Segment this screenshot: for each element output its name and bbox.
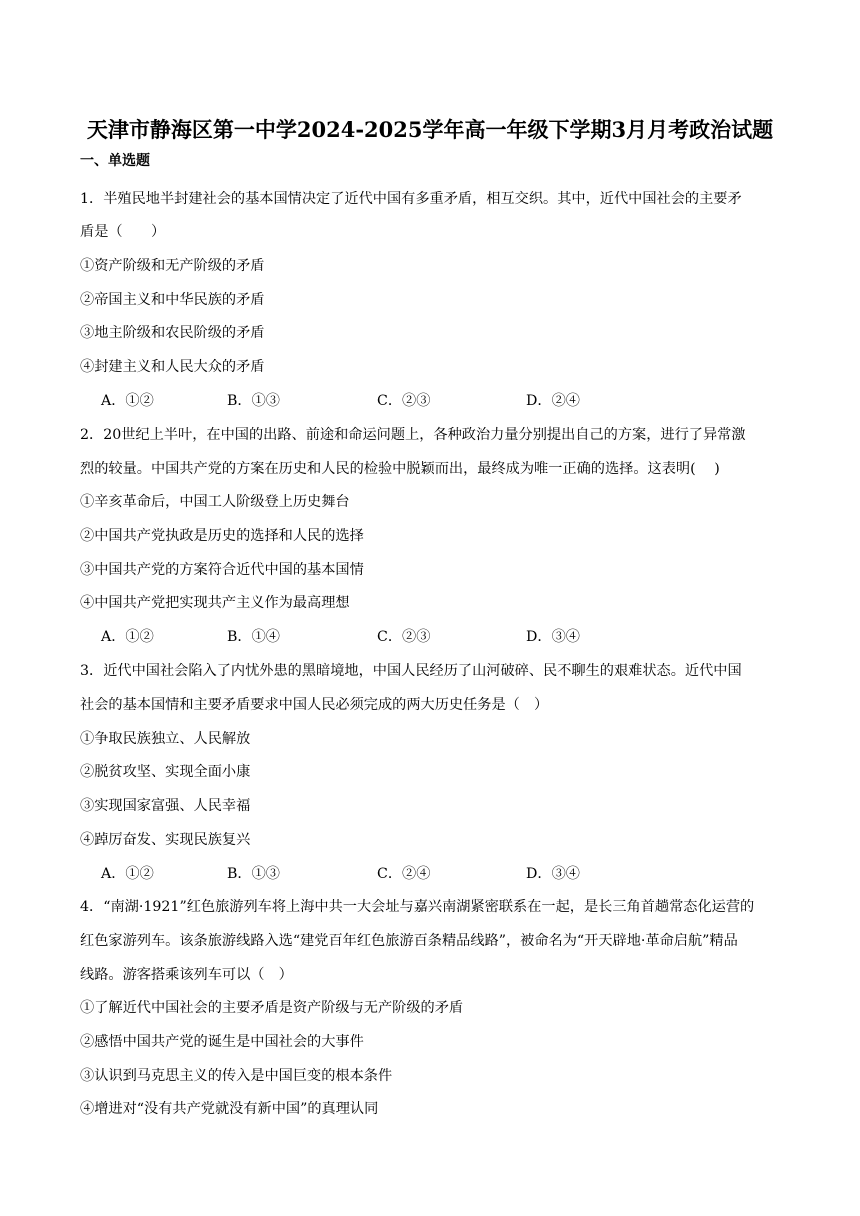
q1-stem-line-1: 1．半殖民地半封建社会的基本国情决定了近代中国有多重矛盾，相互交织。其中，近代中国社会的主要矛 [80, 191, 742, 207]
q4-stem-line-3: 线路。游客搭乘该列车可以（ ） [80, 967, 293, 983]
q3-option-d[interactable]: D．③④ [526, 866, 580, 882]
q2-stem-line-1: 2．20世纪上半叶，在中国的出路、前途和命运问题上，各种政治力量分别提出自己的方案，进行了异常激 [80, 427, 746, 443]
q4-item-3: ③认识到马克思主义的传入是中国巨变的根本条件 [80, 1068, 393, 1084]
q1-item-3: ③地主阶级和农民阶级的矛盾 [80, 325, 265, 341]
q2-option-b[interactable]: B．①④ [227, 629, 280, 645]
q2-item-1: ①辛亥革命后，中国工人阶级登上历史舞台 [80, 494, 350, 510]
q1-option-c[interactable]: C．②③ [377, 393, 431, 409]
q1-option-b[interactable]: B．①③ [227, 393, 280, 409]
page-title: 天津市静海区第一中学2024-2025学年高一年级下学期3月月考政治试题 [86, 117, 774, 142]
q4-item-1: ①了解近代中国社会的主要矛盾是资产阶级与无产阶级的矛盾 [80, 1000, 464, 1016]
q3-item-3: ③实现国家富强、人民幸福 [80, 798, 251, 814]
q2-item-3: ③中国共产党的方案符合近代中国的基本国情 [80, 562, 364, 578]
q3-item-1: ①争取民族独立、人民解放 [80, 731, 251, 747]
q3-stem-line-2: 社会的基本国情和主要矛盾要求中国人民必须完成的两大历史任务是（ ） [80, 697, 549, 713]
q1-item-4: ④封建主义和人民大众的矛盾 [80, 359, 265, 375]
q2-item-4: ④中国共产党把实现共产主义作为最高理想 [80, 595, 350, 611]
q3-item-2: ②脱贫攻坚、实现全面小康 [80, 764, 251, 780]
q1-item-2: ②帝国主义和中华民族的矛盾 [80, 292, 265, 308]
q2-option-d[interactable]: D．③④ [526, 629, 580, 645]
q1-stem-line-2: 盾是（ ） [80, 224, 166, 240]
q2-option-a[interactable]: A．①② [101, 629, 154, 645]
q1-option-d[interactable]: D．②④ [526, 393, 580, 409]
q2-stem-line-2: 烈的较量。中国共产党的方案在历史和人民的检验中脱颖而出，最终成为唯一正确的选择。这表明( ) [80, 461, 720, 477]
q3-stem-line-1: 3．近代中国社会陷入了内忧外患的黑暗境地，中国人民经历了山河破碎、民不聊生的艰难状态。近代中国 [80, 663, 742, 679]
q3-option-a[interactable]: A．①② [101, 866, 154, 882]
q2-option-c[interactable]: C．②③ [377, 629, 431, 645]
q2-item-2: ②中国共产党执政是历史的选择和人民的选择 [80, 528, 364, 544]
q3-option-c[interactable]: C．②④ [377, 866, 431, 882]
q1-item-1: ①资产阶级和无产阶级的矛盾 [80, 258, 265, 274]
q4-stem-line-2: 红色家游列车。该条旅游线路入选“建党百年红色旅游百条精品线路”，被命名为“开天辟地·革命启航”精品 [80, 933, 738, 949]
q4-stem-line-1: 4．“南湖·1921”红色旅游列车将上海中共一大会址与嘉兴南湖紧密联系在一起，是长三角首趟常态化运营的 [80, 899, 755, 915]
q3-option-b[interactable]: B．①③ [227, 866, 280, 882]
q4-item-4: ④增进对“没有共产党就没有新中国”的真理认同 [80, 1101, 379, 1117]
q1-option-a[interactable]: A．①② [101, 393, 154, 409]
q4-item-2: ②感悟中国共产党的诞生是中国社会的大事件 [80, 1034, 364, 1050]
q3-item-4: ④踔厉奋发、实现民族复兴 [80, 832, 251, 848]
section-heading: 一、单选题 [80, 153, 150, 169]
